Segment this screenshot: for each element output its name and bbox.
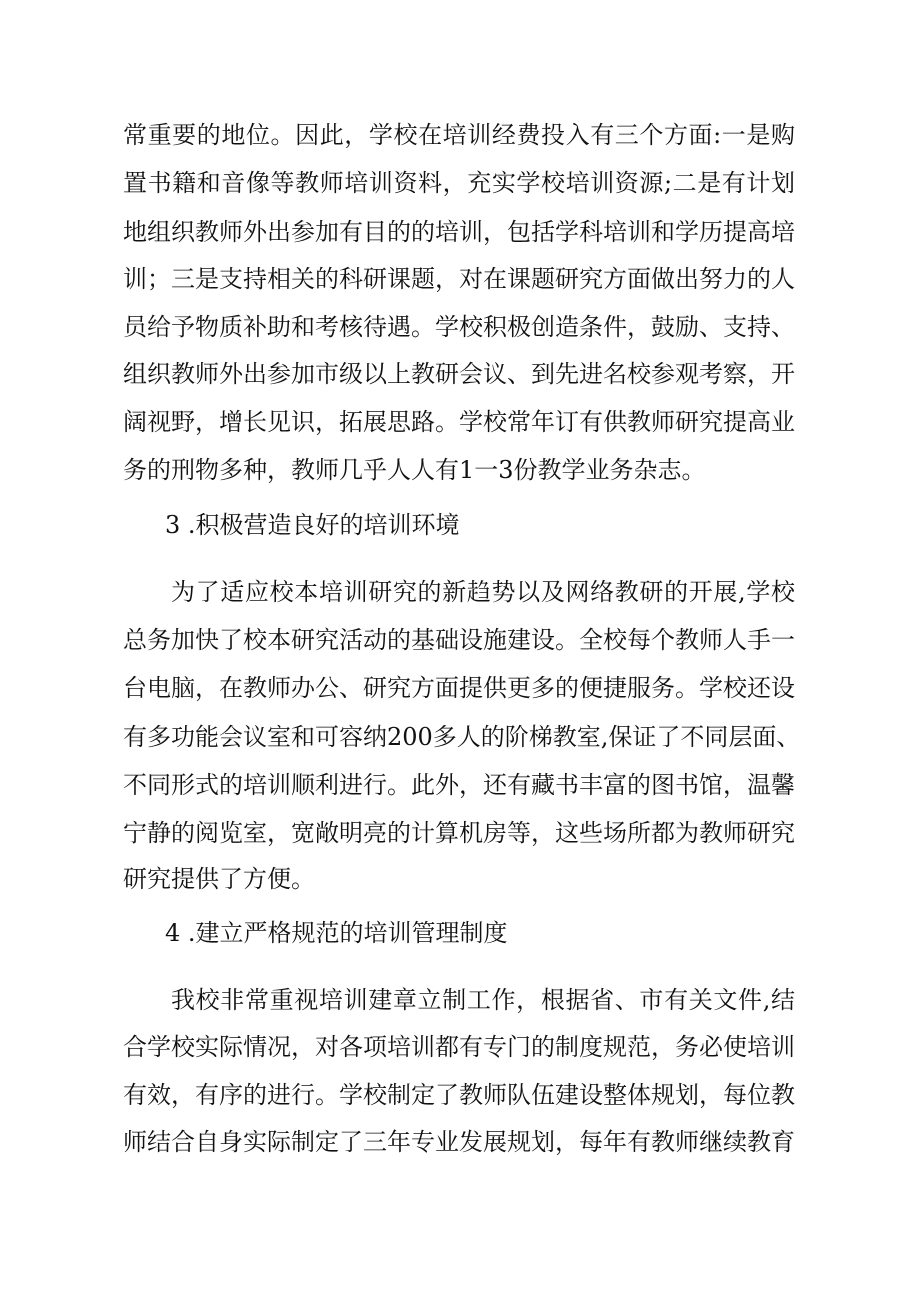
text-line: 为了适应校本培训研究的新趋势以及网络教研的开展,学校 [171,578,795,606]
text-line: 阔视野，增长见识，拓展思路。学校常年订有供教师研究提高业 [123,408,795,436]
text-line: 员给予物质补助和考核待遇。学校积极创造条件，鼓励、支持、 [123,313,795,341]
text-line: 我校非常重视培训建章立制工作，根据省、市有关文件,结 [171,986,795,1014]
text-line: 师结合自身实际制定了三年专业发展规划，每年有教师继续教育 [123,1128,795,1156]
text-line: 地组织教师外出参加有目的的培训，包括学科培训和学历提高培 [123,218,795,246]
section-heading-3: 3 .积极营造良好的培训环境 [165,511,460,539]
text-line: 常重要的地位。因此，学校在培训经费投入有三个方面:一是购 [123,121,795,149]
text-line: 有多功能会议室和可容纳200多人的阶梯教室,保证了不同层面、 [123,723,801,751]
text-line: 宁静的阅览室，宽敞明亮的计算机房等，这些场所都为教师研究 [123,819,795,847]
text-line: 合学校实际情况，对各项培训都有专门的制度规范，务必使培训 [123,1033,795,1061]
text-line: 研究提供了方便。 [123,865,315,893]
section-heading-4: 4 .建立严格规范的培训管理制度 [165,919,508,947]
text-line: 组织教师外出参加市级以上教研会议、到先进名校参观考察，开 [123,360,795,388]
text-line: 训；三是支持相关的科研课题，对在课题研究方面做出努力的人 [123,265,795,293]
text-line: 不同形式的培训顺利进行。此外，还有藏书丰富的图书馆，温馨 [123,771,795,799]
text-line: 置书籍和音像等教师培训资料，充实学校培训资源;二是有计划 [123,169,795,197]
text-line: 总务加快了校本研究活动的基础设施建设。全校每个教师人手一 [123,626,795,654]
text-line: 务的刑物多种，教师几乎人人有1一3份教学业务杂志。 [123,456,706,484]
text-line: 有效，有序的进行。学校制定了教师队伍建设整体规划，每位教 [123,1081,795,1109]
text-line: 台电脑，在教师办公、研究方面提供更多的便捷服务。学校还设 [123,674,795,702]
